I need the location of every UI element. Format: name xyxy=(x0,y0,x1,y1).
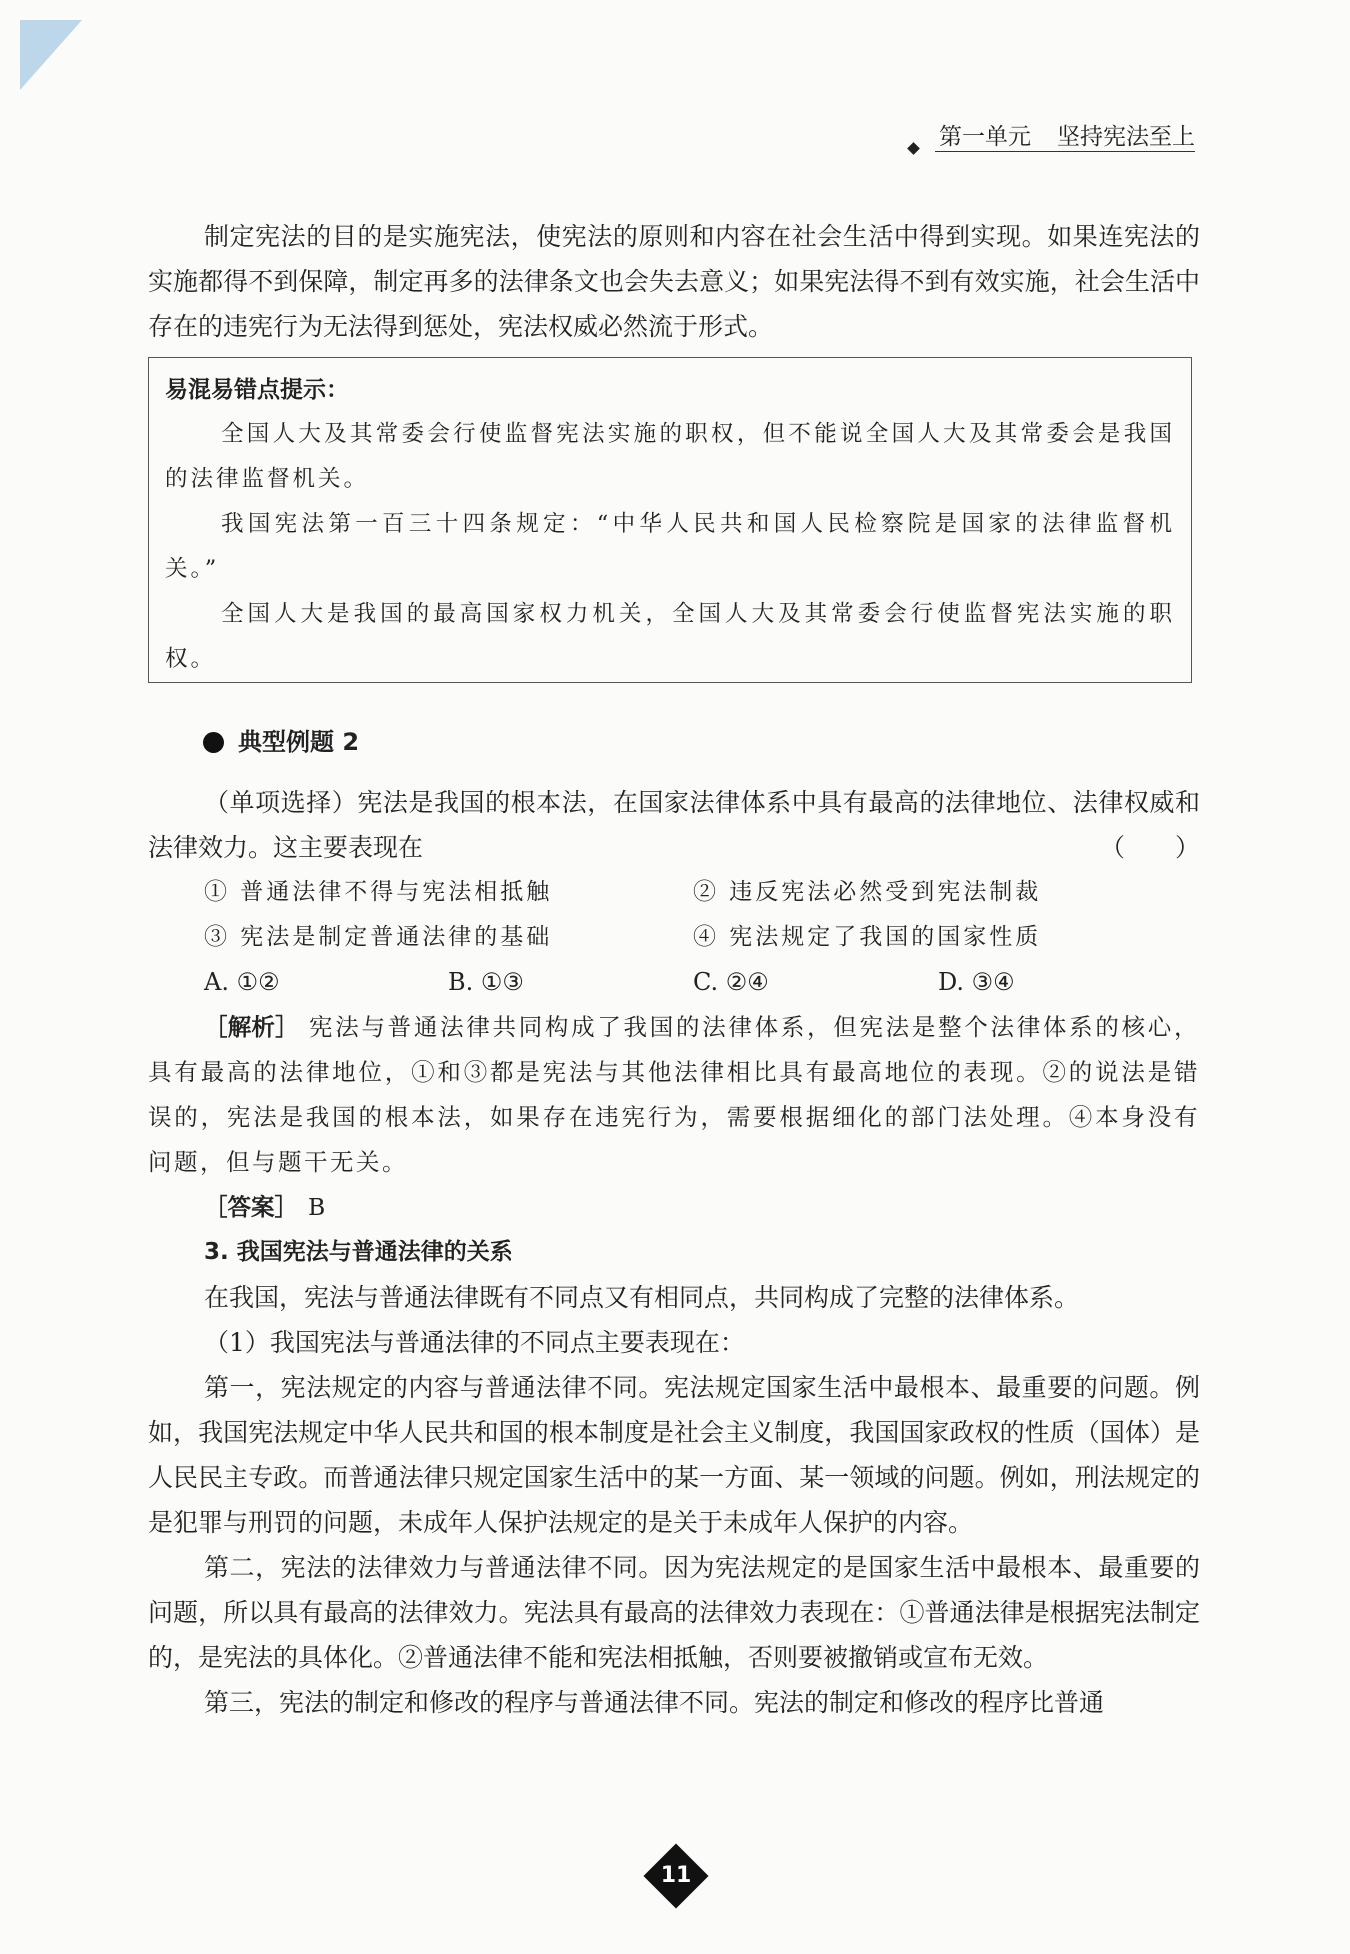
section-heading: 3. 我国宪法与普通法律的关系 xyxy=(204,1239,513,1265)
section-paragraph: 第二，宪法的法律效力与普通法律不同。因为宪法规定的是国家生活中最根本、最重要的问题，所以具有最高的法律效力。宪法具有最高的法律效力表现在：①普通法律是根据宪法制定的，是宪法的具体化。②普通法律不能和宪法相抵触，否则要被撤销或宣布无效。 xyxy=(148,1553,1200,1672)
choice-item: B. ①③ xyxy=(448,968,524,996)
question-text: （单项选择）宪法是我国的根本法，在国家法律体系中具有最高的法律地位、法律权威和法律效力。这主要表现在 xyxy=(148,788,1200,862)
section-paragraph: 在我国，宪法与普通法律既有不同点又有相同点，共同构成了完整的法律体系。 xyxy=(204,1283,1080,1312)
intro-section xyxy=(148,214,1200,349)
question-block xyxy=(148,780,1200,870)
corner-decoration xyxy=(20,20,82,90)
choice-item: A. ①② xyxy=(204,968,280,996)
header-title: 坚持宪法至上 xyxy=(1057,124,1195,150)
page-number: 11 xyxy=(660,1863,692,1888)
answer-paragraph xyxy=(148,1185,1200,1230)
example-section xyxy=(148,780,1200,1725)
tip-paragraph: 全国人大及其常委会行使监督宪法实施的职权，但不能说全国人大及其常委会是我国的法律监督机关。 xyxy=(165,421,1175,492)
example-heading-text: 典型例题 2 xyxy=(238,728,360,756)
tip-paragraph: 全国人大是我国的最高国家权力机关，全国人大及其常委会行使监督宪法实施的职权。 xyxy=(165,601,1175,672)
diamond-icon xyxy=(907,142,920,155)
option-item: ① 普通法律不得与宪法相抵触 xyxy=(204,879,553,905)
tip-box xyxy=(148,357,1192,683)
options-row xyxy=(148,915,1200,960)
choice-item: D. ③④ xyxy=(938,968,1015,996)
header-rule xyxy=(935,151,1195,152)
option-item: ② 违反宪法必然受到宪法制裁 xyxy=(693,879,1042,905)
option-item: ③ 宪法是制定普通法律的基础 xyxy=(204,924,553,950)
choice-item: C. ②④ xyxy=(693,968,769,996)
bullet-icon xyxy=(203,732,224,753)
answer-bracket: （ ） xyxy=(1099,833,1200,862)
analysis-label: ［解析］ xyxy=(204,1013,299,1041)
answer-text: B xyxy=(307,1193,328,1221)
tip-paragraph: 我国宪法第一百三十四条规定：“中华人民共和国人民检察院是国家的法律监督机关。” xyxy=(165,511,1175,582)
analysis-paragraph xyxy=(148,1005,1200,1185)
intro-paragraph: 制定宪法的目的是实施宪法，使宪法的原则和内容在社会生活中得到实现。如果连宪法的实施都得不到保障，制定再多的法律条文也会失去意义；如果宪法得不到有效实施，社会生活中存在的违宪行为无法得到惩处，宪法权威必然流于形式。 xyxy=(148,222,1200,341)
tip-box-title: 易混易错点提示： xyxy=(165,377,349,403)
running-header xyxy=(939,118,1195,151)
options-row xyxy=(148,870,1200,915)
option-item: ④ 宪法规定了我国的国家性质 xyxy=(693,924,1042,950)
page-number-badge xyxy=(643,1843,708,1908)
section-paragraph: 第一，宪法规定的内容与普通法律不同。宪法规定国家生活中最根本、最重要的问题。例如，我国宪法规定中华人民共和国的根本制度是社会主义制度，我国国家政权的性质（国体）是人民民主专政。而普通法律只规定国家生活中的某一方面、某一领域的问题。例如，刑法规定的是犯罪与刑罚的问题，未成年人保护法规定的是关于未成年人保护的内容。 xyxy=(148,1373,1200,1537)
section-paragraph: 第三，宪法的制定和修改的程序与普通法律不同。宪法的制定和修改的程序比普通 xyxy=(204,1688,1105,1717)
answer-label: ［答案］ xyxy=(204,1193,298,1221)
analysis-text: 宪法与普通法律共同构成了我国的法律体系，但宪法是整个法律体系的核心，具有最高的法律地位，①和③都是宪法与其他法律相比具有最高地位的表现。②的说法是错误的，宪法是我国的根本法，如果存在违宪行为，需要根据细化的部门法处理。④本身没有问题，但与题干无关。 xyxy=(148,1013,1200,1176)
example-heading xyxy=(203,724,359,760)
choices-row xyxy=(148,960,1200,1005)
header-unit: 第一单元 xyxy=(939,124,1031,150)
section-paragraph: （1）我国宪法与普通法律的不同点主要表现在： xyxy=(204,1328,745,1357)
